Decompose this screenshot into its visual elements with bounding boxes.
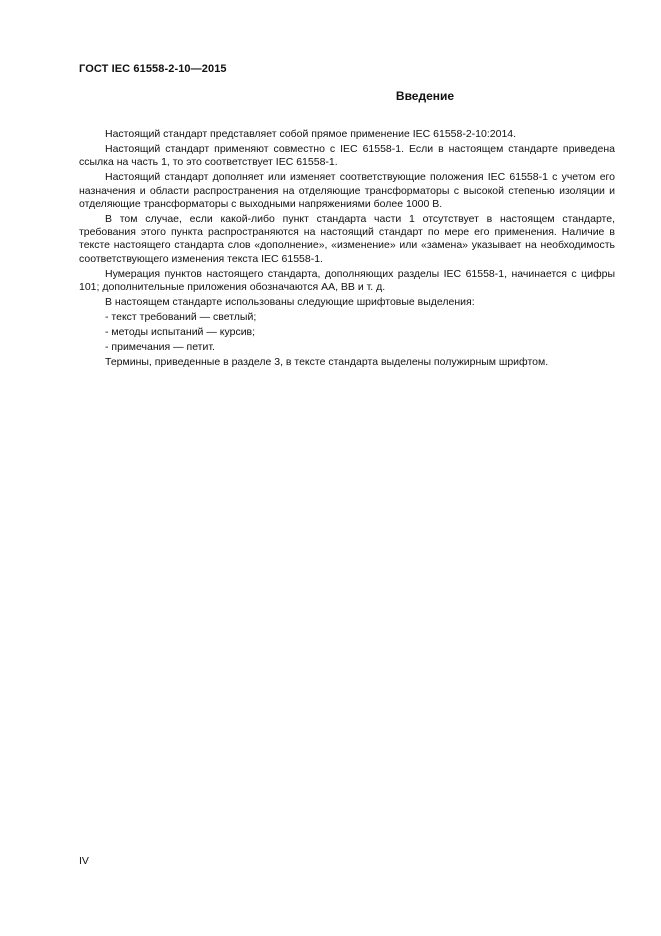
paragraph: Настоящий стандарт дополняет или изменяет соответствующие положения IEC 61558-1 с учетом его назначения и области распространения на отделяющие трансформаторы с высокой степенью изоляции и отделяющие трансформаторы с выходными напряжениями более 1000 В. [79,171,615,210]
paragraph: Настоящий стандарт применяют совместно с IEC 61558-1. Если в настоящем стандарте приведена ссылка на часть 1, то это соответствует IEC 61558-1. [79,143,615,169]
paragraph: Настоящий стандарт представляет собой прямое применение IEC 61558-2-10:2014. [105,128,517,140]
list-item: - примечания — петит. [105,341,215,354]
page-number: IV [79,855,89,867]
document-code: ГОСТ IEC 61558-2-10—2015 [79,63,227,75]
section-title-text: Введение [395,89,455,103]
paragraph: В настоящем стандарте использованы следующие шрифтовые выделения: [105,295,475,308]
section-title [79,89,615,103]
paragraph: Нумерация пунктов настоящего стандарта, дополняющих разделы IEC 61558-1, начинается с цифры 101; дополнительные приложения обозначаются АА, ВВ и т. д. [79,267,615,293]
list-item: - текст требований — светлый; [105,310,257,323]
list-item: - методы испытаний — курсив; [105,326,256,339]
paragraph: В том случае, если какой-либо пункт стандарта части 1 отсутствует в настоящем стандарте, требования этого пункта распространяются на настоящий стандарт по мере его применения. Наличие в тексте настоящего стандарта слов «дополнение», «изменение» или «замена» указывает на необходимость соответствующего изменения текста IEC 61558-1. [79,212,615,265]
font-styles-list [79,311,615,354]
paragraph: Термины, приведенные в разделе 3, в тексте стандарта выделены полужирным шрифтом. [105,356,549,369]
introduction-body [79,128,615,371]
